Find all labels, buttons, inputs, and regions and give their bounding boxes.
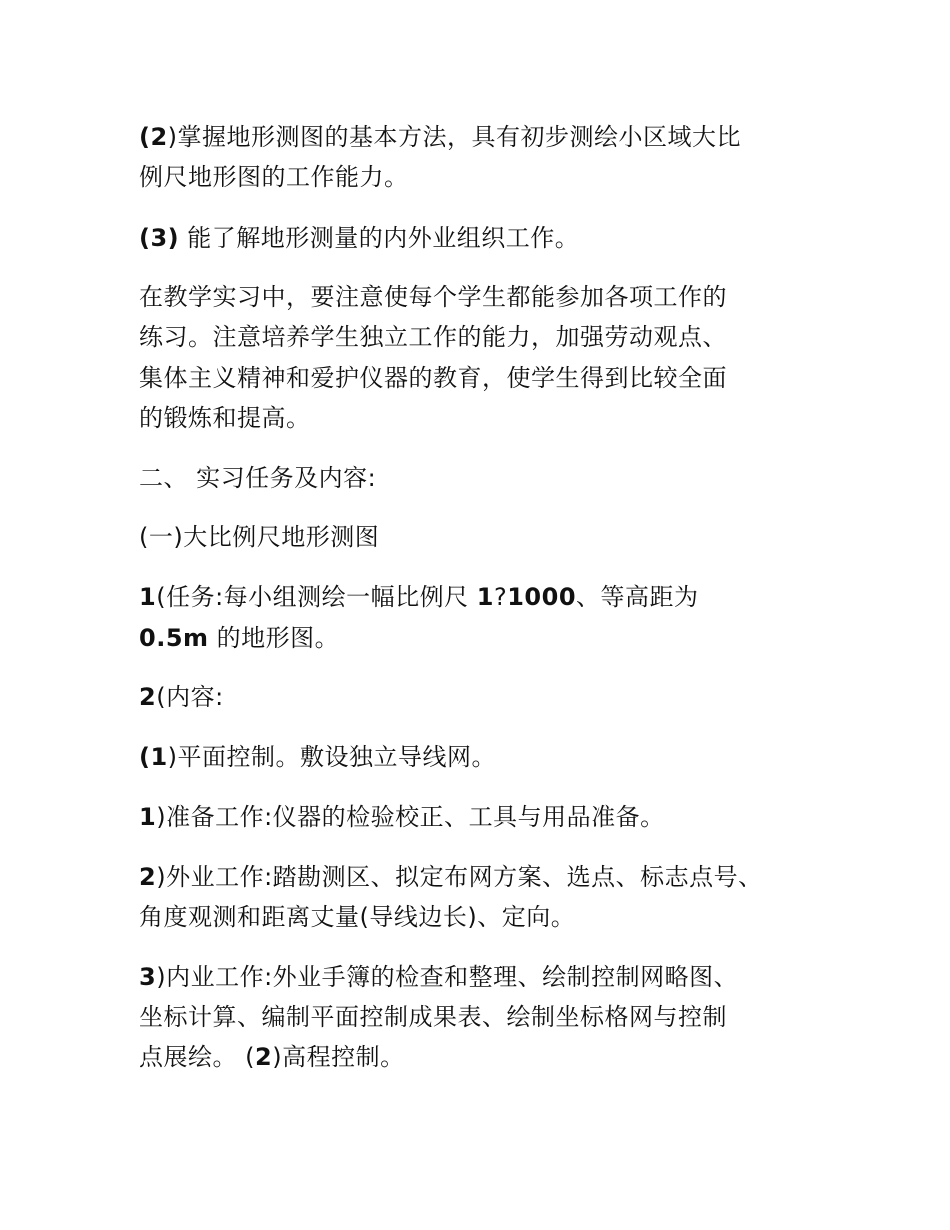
text-line-18	[139, 1001, 727, 1033]
text-line-16	[139, 901, 575, 933]
text-line-3	[139, 222, 579, 254]
line-text: (一)大比例尺地形测图	[139, 523, 380, 551]
line-text: 练习。注意培养学生独立工作的能力，加强劳动观点、	[139, 323, 727, 351]
line-text: 的锻炼和提高。	[139, 404, 311, 432]
line-text: )平面控制。敷设独立导线网。	[167, 743, 497, 771]
text-line-13	[139, 741, 496, 773]
text-line-5	[139, 321, 727, 353]
text-line-2	[139, 161, 409, 193]
line-text: 点展绘。 (	[139, 1043, 255, 1071]
line-prefix: (2	[139, 123, 168, 151]
line-text: (任务:每小组测绘一幅比例尺	[156, 583, 477, 611]
line-text: 集体主义精神和爱护仪器的教育，使学生得到比较全面	[139, 364, 727, 392]
scale-number-1: 1	[476, 583, 494, 611]
line-text: )内业工作:外业手簿的检查和整理、绘制控制网略图、	[156, 963, 739, 991]
line-text: 能了解地形测量的内外业组织工作。	[179, 224, 580, 252]
line-text: 二、 实习任务及内容:	[139, 464, 377, 492]
subsection-heading	[139, 521, 379, 553]
line-text: 角度观测和距离丈量(导线边长)、定向。	[139, 903, 576, 931]
section-heading	[139, 462, 376, 494]
line-text-3: 、等高距为	[576, 583, 699, 611]
line-text: 坐标计算、编制平面控制成果表、绘制坐标格网与控制	[139, 1003, 727, 1031]
text-line-4	[139, 281, 727, 313]
text-line-6	[139, 362, 727, 394]
text-line-19	[139, 1041, 405, 1073]
line-prefix: 1	[139, 803, 157, 831]
text-line-7	[139, 402, 311, 434]
line-number-2: 2	[255, 1043, 273, 1071]
line-prefix: 3	[139, 963, 157, 991]
text-line-14	[139, 801, 665, 833]
line-text-2: )高程控制。	[272, 1043, 405, 1071]
line-text: 例尺地形图的工作能力。	[139, 163, 409, 191]
text-line-15	[139, 861, 763, 893]
line-text: )掌握地形测图的基本方法，具有初步测绘小区域大比	[167, 123, 742, 151]
text-line-17	[139, 961, 738, 993]
text-line-1	[139, 121, 741, 153]
line-prefix: (3)	[139, 224, 180, 252]
line-prefix: (1	[139, 743, 168, 771]
line-prefix: 1	[139, 583, 157, 611]
line-text: (内容:	[156, 683, 224, 711]
text-line-10	[139, 581, 699, 613]
line-text: 在教学实习中，要注意使每个学生都能参加各项工作的	[139, 283, 727, 311]
line-text: )准备工作:仪器的检验校正、工具与用品准备。	[156, 803, 665, 831]
text-line-11	[139, 622, 339, 654]
line-prefix: 0.5m	[139, 624, 209, 652]
scale-number-1000: 1000	[507, 583, 577, 611]
line-prefix: 2	[139, 683, 157, 711]
line-text: )外业工作:踏勘测区、拟定布网方案、选点、标志点号、	[156, 863, 763, 891]
line-text-2: ?	[493, 583, 508, 611]
text-line-12	[139, 681, 224, 713]
line-text: 的地形图。	[208, 624, 340, 652]
line-prefix: 2	[139, 863, 157, 891]
